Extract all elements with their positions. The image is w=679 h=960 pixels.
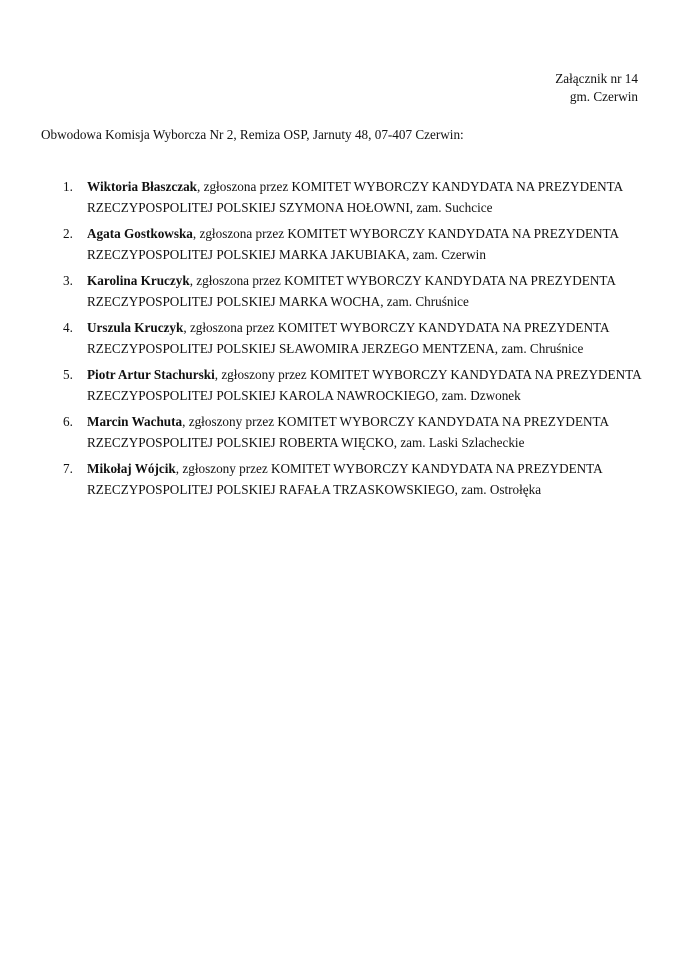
list-item xyxy=(41,176,641,218)
list-item xyxy=(41,364,641,406)
list-item xyxy=(41,317,641,359)
annex-header xyxy=(555,70,638,105)
member-name: Urszula Kruczyk xyxy=(87,320,184,335)
list-item xyxy=(41,270,641,312)
item-number: 4. xyxy=(63,320,73,335)
list-item xyxy=(41,223,641,265)
member-name: Mikołaj Wójcik xyxy=(87,461,176,476)
item-number: 3. xyxy=(63,273,73,288)
member-details: , zgłoszony przez KOMITET WYBORCZY KANDYDATA NA PREZYDENTA RZECZYPOSPOLITEJ POLSKIEJ KAROLA NAWROCKIEGO, zam. Dzwonek xyxy=(87,367,641,403)
item-number: 6. xyxy=(63,414,73,429)
member-name: Marcin Wachuta xyxy=(87,414,183,429)
member-details: , zgłoszona przez KOMITET WYBORCZY KANDYDATA NA PREZYDENTA RZECZYPOSPOLITEJ POLSKIEJ SŁAWOMIRA JERZEGO MENTZENA, zam. Chruśnice xyxy=(87,320,609,356)
member-name: Piotr Artur Stachurski xyxy=(87,367,215,382)
list-item xyxy=(41,458,641,500)
item-number: 7. xyxy=(63,461,73,476)
list-item xyxy=(41,411,641,453)
item-number: 2. xyxy=(63,226,73,241)
member-name: Agata Gostkowska xyxy=(87,226,193,241)
member-details: , zgłoszony przez KOMITET WYBORCZY KANDYDATA NA PREZYDENTA RZECZYPOSPOLITEJ POLSKIEJ ROBERTA WIĘCKO, zam. Laski Szlacheckie xyxy=(87,414,609,450)
member-name: Wiktoria Błaszczak xyxy=(87,179,198,194)
item-number: 5. xyxy=(63,367,73,382)
member-details: , zgłoszony przez KOMITET WYBORCZY KANDYDATA NA PREZYDENTA RZECZYPOSPOLITEJ POLSKIEJ RAFAŁA TRZASKOWSKIEGO, zam. Ostrołęka xyxy=(87,461,602,497)
member-details: , zgłoszona przez KOMITET WYBORCZY KANDYDATA NA PREZYDENTA RZECZYPOSPOLITEJ POLSKIEJ MARKA WOCHA, zam. Chruśnice xyxy=(87,273,616,309)
members-list xyxy=(41,176,641,505)
member-name: Karolina Kruczyk xyxy=(87,273,190,288)
commission-title: Obwodowa Komisja Wyborcza Nr 2, Remiza OSP, Jarnuty 48, 07-407 Czerwin: xyxy=(41,127,464,142)
annex-number: Załącznik nr 14 xyxy=(555,71,638,86)
annex-municipality: gm. Czerwin xyxy=(569,88,638,104)
member-details: , zgłoszona przez KOMITET WYBORCZY KANDYDATA NA PREZYDENTA RZECZYPOSPOLITEJ POLSKIEJ MARKA JAKUBIAKA, zam. Czerwin xyxy=(87,226,619,262)
item-number: 1. xyxy=(63,179,73,194)
member-details: , zgłoszona przez KOMITET WYBORCZY KANDYDATA NA PREZYDENTA RZECZYPOSPOLITEJ POLSKIEJ SZYMONA HOŁOWNI, zam. Suchcice xyxy=(87,179,623,215)
